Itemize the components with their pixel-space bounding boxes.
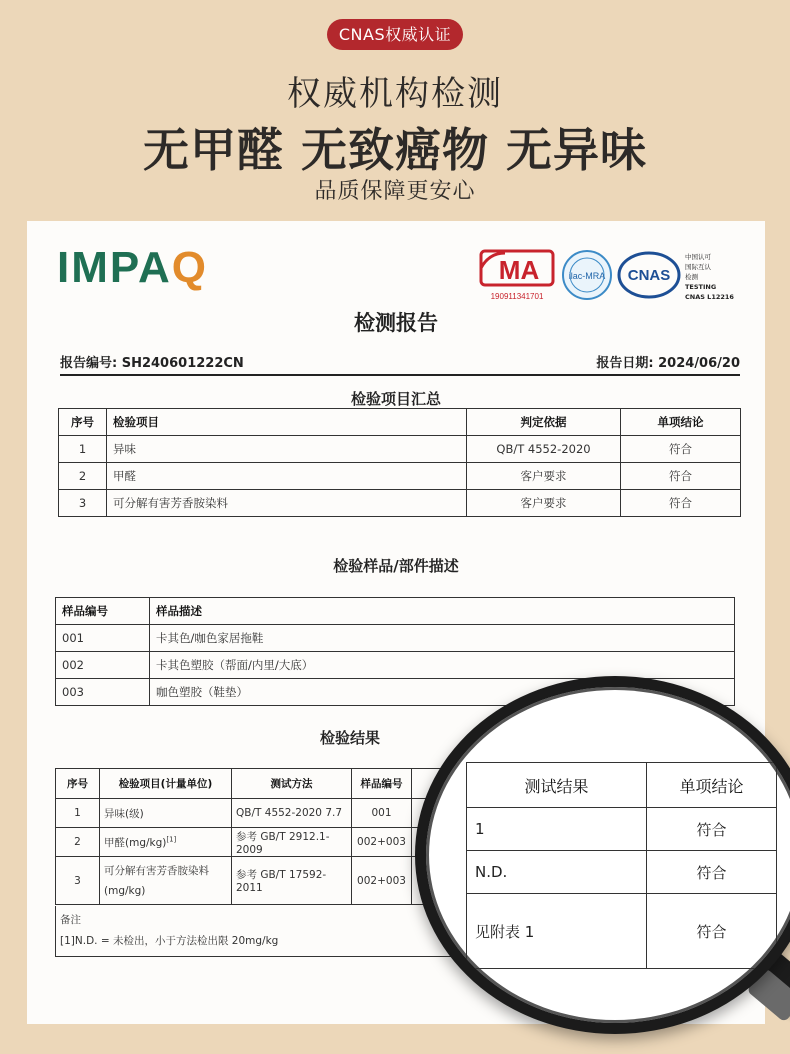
headline-quality: 品质保障更安心 bbox=[314, 179, 476, 204]
headline-authority: 权威机构检测 bbox=[287, 74, 503, 114]
samples-table: 样品编号 样品描述 001 卡其色/咖色家居拖鞋 002 卡其色塑胶（帮面/内里/大底） 003 咖色塑胶（鞋垫） bbox=[55, 597, 735, 706]
table-row: N.D. 符合 bbox=[467, 851, 777, 894]
table-row: 003 咖色塑胶（鞋垫） bbox=[56, 679, 735, 706]
results-note: 备注 [1]N.D. = 未检出，小于方法检出限 20mg/kg bbox=[55, 906, 475, 957]
svg-text:TESTING: TESTING bbox=[685, 283, 717, 291]
svg-text:ilac-MRA: ilac-MRA bbox=[568, 271, 606, 281]
cnas-badge: CNAS权威认证 bbox=[327, 19, 463, 50]
table-row: 002 卡其色塑胶（帮面/内里/大底） bbox=[56, 652, 735, 679]
svg-text:190911341701: 190911341701 bbox=[490, 292, 544, 301]
table-row: 1 符合 bbox=[467, 808, 777, 851]
svg-text:中国认可: 中国认可 bbox=[685, 253, 711, 261]
report-date: 报告日期: 2024/06/20 bbox=[596, 356, 740, 371]
table-row: 3 可分解有害芳香胺染料(mg/kg) 参考 GB/T 17592-2011 002+003 bbox=[56, 857, 476, 905]
summary-title: 检验项目汇总 bbox=[350, 390, 441, 408]
svg-text:MA: MA bbox=[498, 255, 540, 285]
table-row: 2 甲醛 客户要求 符合 bbox=[59, 463, 741, 490]
report-title: 检测报告 bbox=[354, 311, 438, 335]
samples-title: 检验样品/部件描述 bbox=[333, 557, 459, 575]
impaq-logo: IMPAQ bbox=[57, 243, 208, 292]
headline-claims: 无甲醛 无致癌物 无异味 bbox=[142, 123, 648, 177]
report-number: 报告编号: SH240601222CN bbox=[60, 356, 244, 371]
svg-text:CNAS: CNAS bbox=[627, 267, 671, 284]
svg-text:检测: 检测 bbox=[685, 273, 698, 281]
report-meta bbox=[60, 352, 740, 376]
table-row: 见附表 1 符合 bbox=[467, 894, 777, 969]
table-row: 1 异味 QB/T 4552-2020 符合 bbox=[59, 436, 741, 463]
table-row: 001 卡其色/咖色家居拖鞋 bbox=[56, 625, 735, 652]
table-row: 1 异味(级) QB/T 4552-2020 7.7 001 bbox=[56, 799, 476, 828]
cnas-description bbox=[685, 252, 734, 301]
summary-table: 序号 检验项目 判定依据 单项结论 1 异味 QB/T 4552-2020 符合 2 甲醛 客户要求 符合 3 可分解有害芳香胺染料 客户要求 符合 bbox=[58, 408, 741, 517]
magnifying-glass bbox=[415, 676, 790, 1034]
results-table: 序号 检验项目(计量单位) 测试方法 样品编号 1 异味(级) QB/T 4552-2020 7.7 001 2 甲醛(mg/kg)[1] 参考 GB/T 2912.1-2009 002+003 3 可分解有害芳香胺染料(mg/kg) 参考 GB/T 17592-2011 002+003 bbox=[55, 768, 475, 905]
cma-logo bbox=[481, 251, 553, 301]
svg-text:国际互认: 国际互认 bbox=[685, 263, 711, 271]
cnas-logo bbox=[619, 253, 679, 297]
results-title: 检验结果 bbox=[319, 729, 380, 747]
magnified-results-table: 测试结果 单项结论 1 符合 N.D. 符合 见附表 1 符合 bbox=[466, 762, 777, 969]
table-row: 3 可分解有害芳香胺染料 客户要求 符合 bbox=[59, 490, 741, 517]
certification-logos bbox=[479, 247, 749, 307]
svg-text:CNAS L12216: CNAS L12216 bbox=[685, 293, 734, 301]
ilac-mra-logo bbox=[563, 251, 611, 299]
table-row: 2 甲醛(mg/kg)[1] 参考 GB/T 2912.1-2009 002+003 bbox=[56, 828, 476, 857]
